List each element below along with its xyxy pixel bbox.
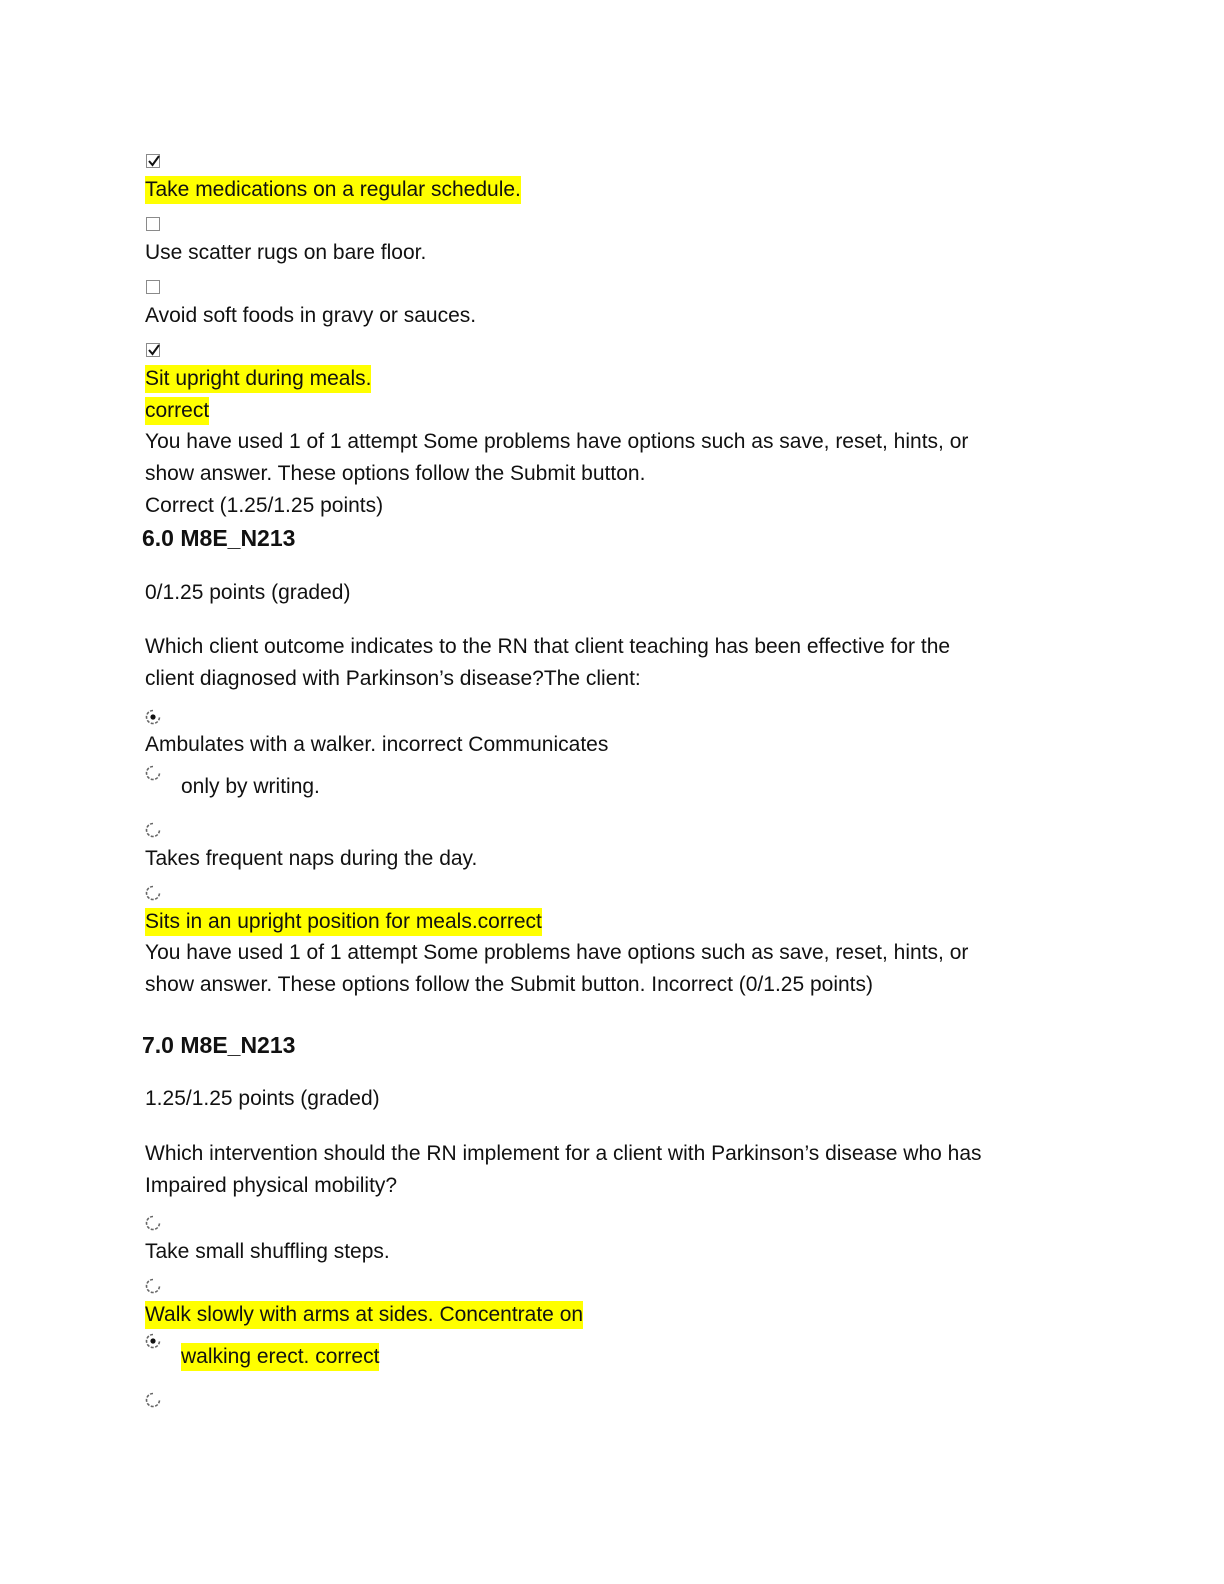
radio-selected-icon[interactable] <box>145 709 161 725</box>
question-text: client diagnosed with Parkinson’s disease?The client: <box>145 667 641 690</box>
radio-unselected-icon[interactable] <box>145 765 161 781</box>
option-scatter-rugs: Use scatter rugs on bare floor. <box>145 241 427 264</box>
question-title: 7.0 M8E_N213 <box>142 1032 296 1058</box>
option-walking-erect: walking erect. correct <box>181 1343 379 1371</box>
question-title: 6.0 M8E_N213 <box>142 525 296 551</box>
radio-unselected-icon[interactable] <box>145 1278 161 1294</box>
checkbox-unchecked-icon[interactable] <box>146 217 160 231</box>
question-text: Which client outcome indicates to the RN that client teaching has been effective for the <box>145 635 951 658</box>
radio-unselected-icon[interactable] <box>145 1392 161 1408</box>
radio-unselected-icon[interactable] <box>145 885 161 901</box>
option-ambulates-walker: Ambulates with a walker. incorrect Communicates <box>145 733 609 756</box>
option-walk-slowly: Walk slowly with arms at sides. Concentrate on <box>145 1301 583 1329</box>
question-text: Which intervention should the RN implement for a client with Parkinson’s disease who has <box>145 1142 982 1165</box>
radio-unselected-icon[interactable] <box>145 822 161 838</box>
radio-unselected-icon[interactable] <box>145 1215 161 1231</box>
checkbox-checked-icon[interactable] <box>146 343 160 357</box>
attempt-text: show answer. These options follow the Submit button. <box>145 462 646 485</box>
attempt-text: You have used 1 of 1 attempt Some problems have options such as save, reset, hints, or <box>145 941 969 964</box>
option-sit-upright: Sit upright during meals. <box>145 365 371 393</box>
option-take-medications: Take medications on a regular schedule. <box>145 176 521 204</box>
result-label: correct <box>145 397 209 425</box>
points-text: 0/1.25 points (graded) <box>145 581 351 604</box>
attempt-text: show answer. These options follow the Submit button. Incorrect (0/1.25 points) <box>145 973 874 996</box>
radio-selected-icon[interactable] <box>145 1333 161 1349</box>
score-text: Correct (1.25/1.25 points) <box>145 494 384 517</box>
option-upright-meals: Sits in an upright position for meals.correct <box>145 908 542 936</box>
points-text: 1.25/1.25 points (graded) <box>145 1087 380 1110</box>
attempt-text: You have used 1 of 1 attempt Some problems have options such as save, reset, hints, or <box>145 430 969 453</box>
option-communicates-writing: only by writing. <box>181 775 320 798</box>
option-avoid-soft-foods: Avoid soft foods in gravy or sauces. <box>145 304 477 327</box>
option-frequent-naps: Takes frequent naps during the day. <box>145 847 478 870</box>
checkbox-unchecked-icon[interactable] <box>146 280 160 294</box>
question-text: Impaired physical mobility? <box>145 1174 398 1197</box>
option-shuffling-steps: Take small shuffling steps. <box>145 1240 390 1263</box>
checkbox-checked-icon[interactable] <box>146 154 160 168</box>
